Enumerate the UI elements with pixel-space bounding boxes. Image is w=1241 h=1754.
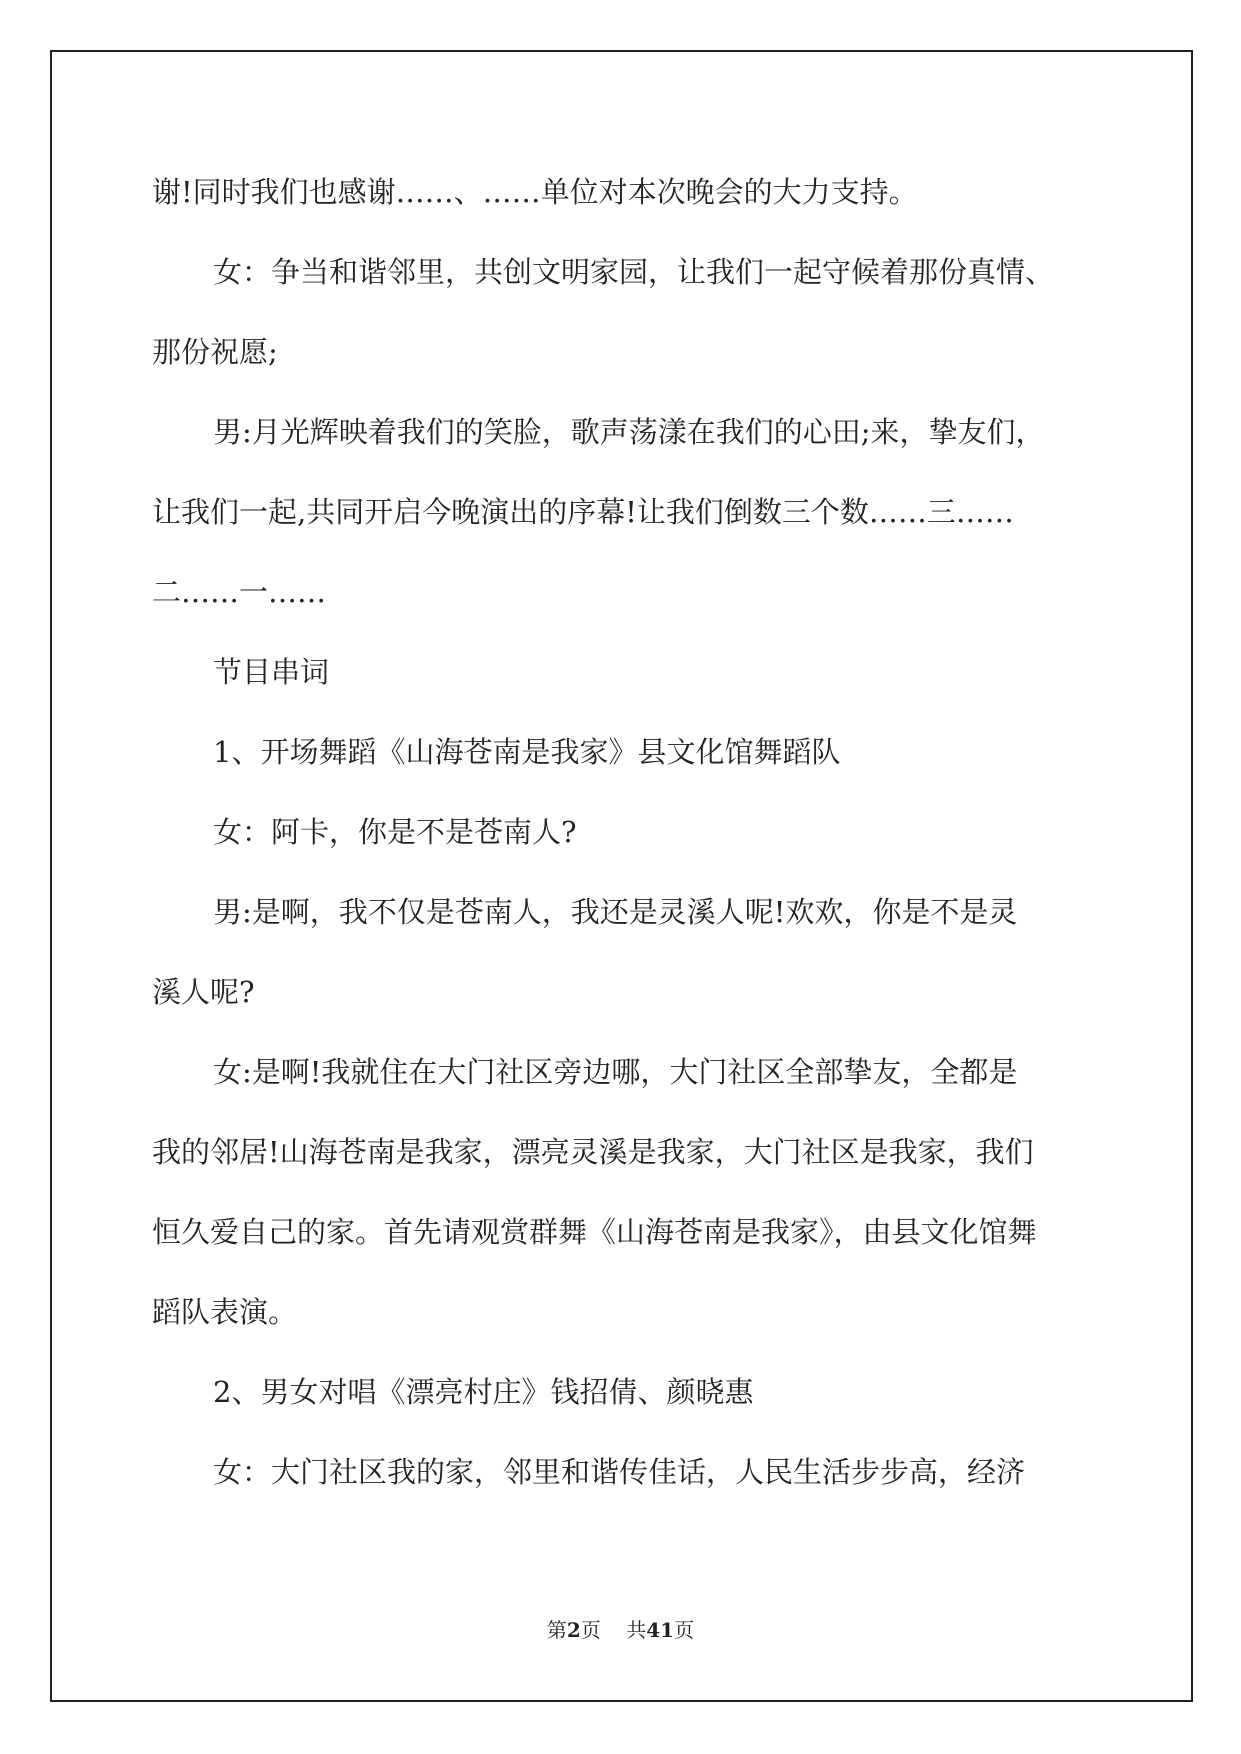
- page-suffix: 页: [580, 1618, 601, 1642]
- text-line: 女：大门社区我的家，邻里和谐传佳话，人民生活步步高，经济: [213, 1455, 1026, 1489]
- program-item: 1、开场舞蹈《山海苍南是我家》县文化馆舞蹈队: [213, 735, 841, 769]
- total-prefix: 共: [626, 1618, 647, 1642]
- text-line: 让我们一起,共同开启今晚演出的序幕!让我们倒数三个数……三……: [152, 495, 1014, 529]
- text-line: 谢!同时我们也感谢……、……单位对本次晚会的大力支持。: [152, 175, 918, 209]
- text-line: 那份祝愿;: [152, 335, 278, 369]
- section-heading: 节目串词: [213, 655, 330, 689]
- page-footer: [0, 1617, 1241, 1643]
- text-line: 我的邻居!山海苍南是我家，漂亮灵溪是我家，大门社区是我家，我们: [152, 1135, 1034, 1169]
- text-line: 恒久爱自己的家。首先请观赏群舞《山海苍南是我家》，由县文化馆舞: [152, 1215, 1037, 1249]
- page-current: 2: [566, 1618, 581, 1642]
- text-line: 蹈队表演。: [152, 1295, 298, 1329]
- total-suffix: 页: [674, 1618, 695, 1642]
- program-item: 2、男女对唱《漂亮村庄》钱招倩、颜晓惠: [213, 1375, 754, 1409]
- page-prefix: 第: [546, 1618, 567, 1642]
- text-line: 女：争当和谐邻里，共创文明家园，让我们一起守候着那份真情、: [213, 255, 1055, 289]
- text-line: 男:月光辉映着我们的笑脸，歌声荡漾在我们的心田;来，挚友们，: [213, 415, 1045, 449]
- text-line: 溪人呢?: [152, 975, 255, 1009]
- text-line: 女：阿卡，你是不是苍南人?: [213, 815, 577, 849]
- text-line: 女:是啊!我就住在大门社区旁边哪，大门社区全部挚友，全都是: [213, 1055, 1018, 1089]
- text-line: 二……一……: [152, 575, 327, 609]
- page-total: 41: [646, 1618, 675, 1642]
- text-line: 男:是啊，我不仅是苍南人，我还是灵溪人呢!欢欢，你是不是灵: [213, 895, 1018, 929]
